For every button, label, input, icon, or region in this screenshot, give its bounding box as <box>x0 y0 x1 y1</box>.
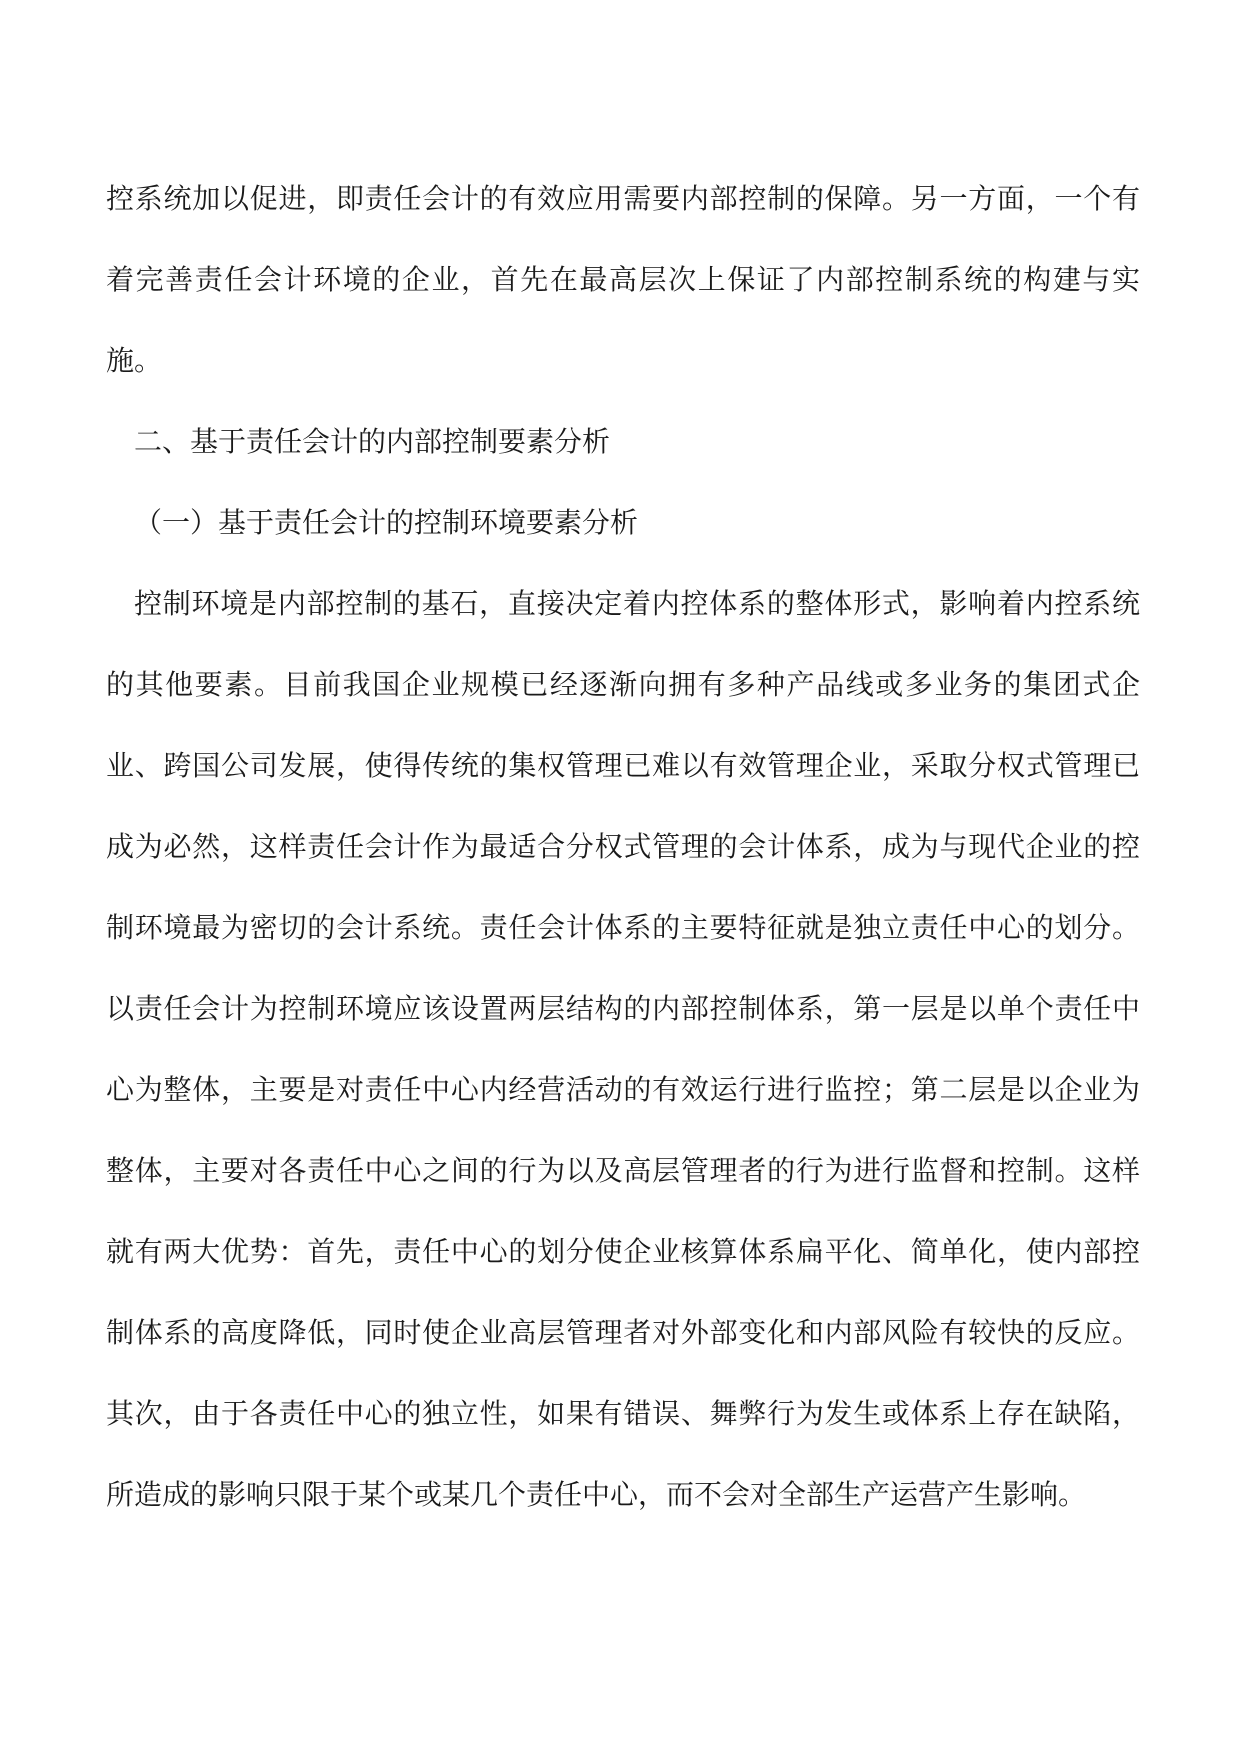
document-body <box>106 158 1140 1535</box>
paragraph-control-environment: 控制环境是内部控制的基石，直接决定着内控体系的整体形式，影响着内控系统的其他要素。目前我国企业规模已经逐渐向拥有多种产品线或多业务的集团式企业、跨国公司发展，使得传统的集权管理已难以有效管理企业，采取分权式管理已成为必然，这样责任会计作为最适合分权式管理的会计体系，成为与现代企业的控制环境最为密切的会计系统。责任会计体系的主要特征就是独立责任中心的划分。以责任会计为控制环境应该设置两层结构的内部控制体系，第一层是以单个责任中心为整体，主要是对责任中心内经营活动的有效运行进行监控；第二层是以企业为整体，主要对各责任中心之间的行为以及高层管理者的行为进行监督和控制。这样就有两大优势：首先，责任中心的划分使企业核算体系扁平化、简单化，使内部控制体系的高度降低，同时使企业高层管理者对外部变化和内部风险有较快的反应。其次，由于各责任中心的独立性，如果有错误、舞弊行为发生或体系上存在缺陷，所造成的影响只限于某个或某几个责任中心，而不会对全部生产运营产生影响。 <box>106 587 1140 1511</box>
subsection-heading: （一）基于责任会计的控制环境要素分析 <box>134 506 639 539</box>
paragraph-continuation: 控系统加以促进，即责任会计的有效应用需要内部控制的保障。另一方面，一个有着完善责任会计环境的企业，首先在最高层次上保证了内部控制系统的构建与实施。 <box>106 182 1140 377</box>
section-heading: 二、基于责任会计的内部控制要素分析 <box>134 425 611 458</box>
